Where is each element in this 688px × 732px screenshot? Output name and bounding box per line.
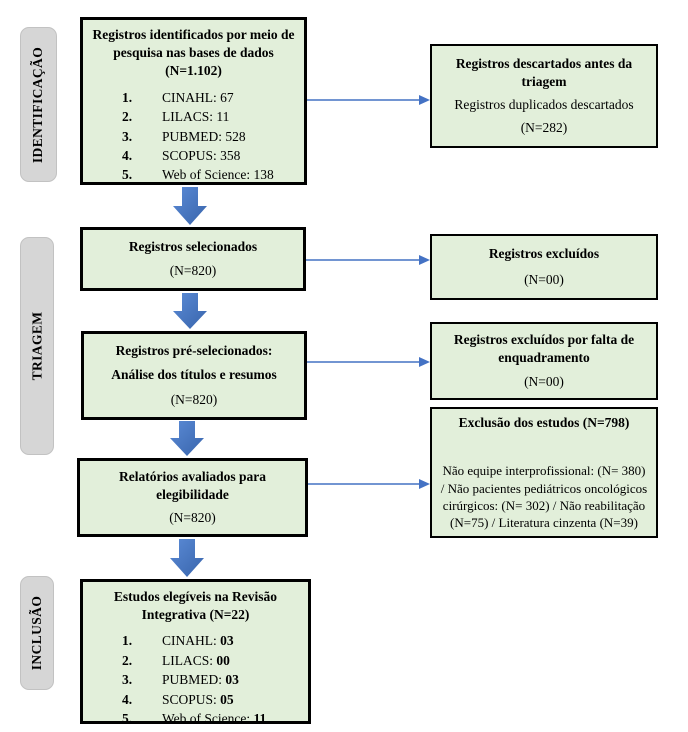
box-title: Registros excluídos <box>488 246 600 262</box>
list-item <box>122 146 296 165</box>
db-entry <box>142 651 230 670</box>
box-body: Não equipe interprofissional: (N= 380) / Não pacientes pediátricos oncológicos cirúrgicos: (N= 302) / Não reabilitação (N=75) / Literatura cinzenta (N=39) <box>440 463 648 530</box>
item-number: 5. <box>122 711 133 727</box>
right-arrow-connector <box>307 92 431 113</box>
item-number: 3. <box>122 672 133 688</box>
db-entry <box>142 670 239 689</box>
db-count: 11 <box>253 711 267 727</box>
box-records-discarded <box>430 44 658 148</box>
box-records-preselected <box>81 331 307 420</box>
db-count: 00 <box>216 652 230 668</box>
list-item <box>122 651 300 670</box>
db-name: CINAHL: <box>162 633 217 649</box>
box-title: Registros identificados por meio de pesquisa nas bases de dados (N=1.102) <box>92 27 295 79</box>
box-reports-assessed <box>77 458 308 537</box>
db-entry <box>142 88 234 107</box>
db-count: 03 <box>220 633 234 649</box>
db-entry <box>142 107 229 126</box>
box-title: Exclusão dos estudos (N=798) <box>458 415 630 430</box>
box-count: (N=820) <box>169 262 217 278</box>
box-exclusion-detail <box>430 407 658 538</box>
right-arrow-connector <box>306 252 431 273</box>
item-number: 4. <box>122 691 133 707</box>
item-number: 2. <box>122 109 133 125</box>
box-count: (N=00) <box>524 271 564 287</box>
db-count: 05 <box>220 691 234 707</box>
db-name: LILACS: <box>162 109 214 125</box>
box-count: (N=820) <box>169 510 216 525</box>
db-name: Web of Science: <box>162 711 251 727</box>
down-arrow-icon <box>173 293 207 334</box>
item-number: 2. <box>122 652 133 668</box>
box-count: (N=282) <box>520 120 568 135</box>
db-entry <box>142 165 274 184</box>
item-number: 1. <box>122 89 133 105</box>
stage-identificacao <box>20 27 57 182</box>
stage-triagem <box>20 237 54 455</box>
box-title-line1: Registros pré-selecionados: <box>115 343 273 359</box>
item-number: 1. <box>122 633 133 649</box>
database-list <box>91 631 300 728</box>
box-title: Registros selecionados <box>128 238 258 254</box>
db-count: 03 <box>225 672 239 688</box>
box-records-excluded-fit <box>430 322 658 400</box>
db-name: CINAHL: <box>162 89 217 105</box>
db-count: 138 <box>253 167 274 183</box>
box-eligible-studies <box>80 579 311 727</box>
database-list <box>91 88 296 185</box>
item-number: 3. <box>122 128 133 144</box>
list-item <box>122 88 296 107</box>
box-title: Relatórios avaliados para elegibilidade <box>119 468 266 502</box>
box-body: Registros duplicados descartados <box>454 97 634 112</box>
box-title: Registros descartados antes da triagem <box>455 55 633 89</box>
item-number: 5. <box>122 167 133 183</box>
down-arrow-icon <box>173 187 207 230</box>
stage-label: INCLUSÃO <box>29 595 44 671</box>
db-count: 528 <box>225 128 246 144</box>
db-name: Web of Science: <box>162 167 251 183</box>
db-name: SCOPUS: <box>162 147 217 163</box>
down-arrow-icon <box>170 421 204 461</box>
db-entry <box>142 709 266 728</box>
list-item <box>122 107 296 126</box>
down-arrow-icon <box>170 539 204 582</box>
db-count: 67 <box>220 89 234 105</box>
box-records-selected <box>80 227 306 291</box>
db-name: LILACS: <box>162 652 214 668</box>
list-item <box>122 709 300 728</box>
box-records-excluded <box>430 234 658 300</box>
db-name: PUBMED: <box>162 672 223 688</box>
db-entry <box>142 127 246 146</box>
box-title: Estudos elegíveis na Revisão Integrativa (N=22) <box>113 589 278 623</box>
db-entry <box>142 631 234 650</box>
stage-label: TRIAGEM <box>29 311 44 381</box>
box-records-identified <box>80 17 307 185</box>
db-count: 358 <box>220 147 241 163</box>
list-item <box>122 631 300 650</box>
list-item <box>122 670 300 689</box>
list-item <box>122 690 300 709</box>
stage-label: IDENTIFICAÇÃO <box>30 46 46 163</box>
db-name: PUBMED: <box>162 128 223 144</box>
db-count: 11 <box>216 109 230 125</box>
item-number: 4. <box>122 147 133 163</box>
box-title-line2: Análise dos títulos e resumos <box>111 367 277 383</box>
db-name: SCOPUS: <box>162 691 217 707</box>
box-title: Registros excluídos por falta de enquadramento <box>453 332 635 366</box>
box-count: (N=00) <box>524 373 564 389</box>
db-entry <box>142 146 240 165</box>
right-arrow-connector <box>308 476 431 497</box>
db-entry <box>142 690 234 709</box>
stage-inclusao <box>20 576 54 690</box>
list-item <box>122 127 296 146</box>
right-arrow-connector <box>307 354 431 375</box>
box-count: (N=820) <box>170 391 218 407</box>
list-item <box>122 165 296 184</box>
